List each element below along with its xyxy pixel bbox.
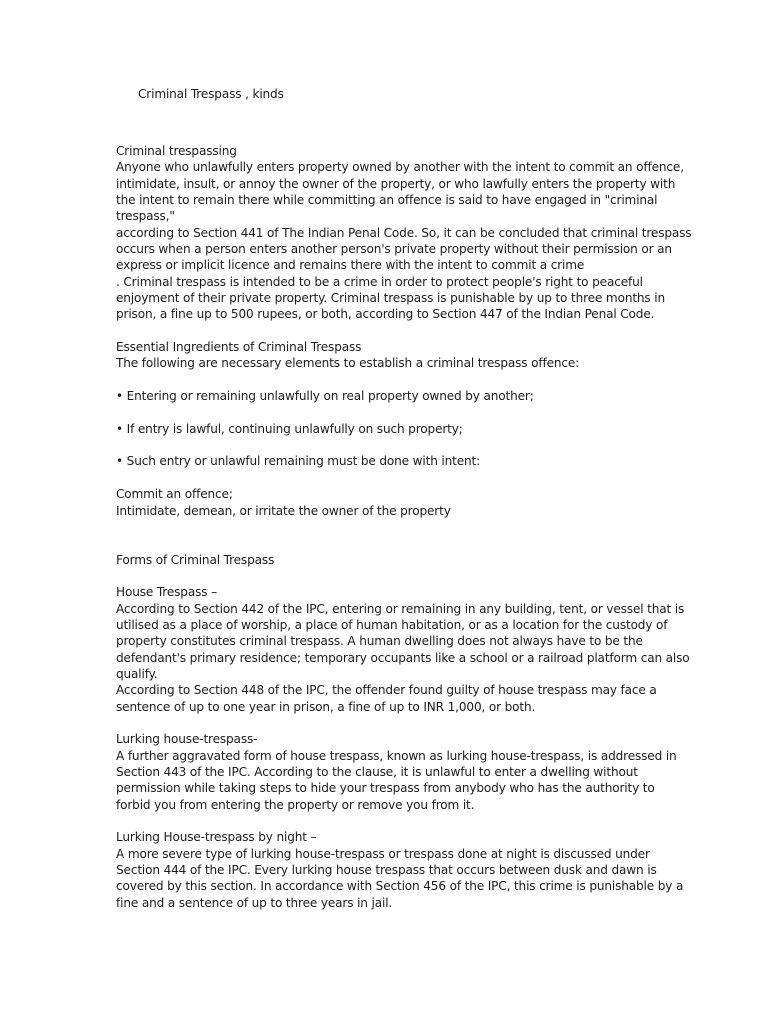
text-line: A further aggravated form of house trespass, known as lurking house-trespass, is addressed in [116,748,677,763]
paragraph-definition [116,159,692,322]
spacer [116,813,676,829]
paragraph-house-trespass [116,601,690,715]
text-line: the intent to remain there while committing an offence is said to have engaged in "criminal [116,192,658,207]
text-line: qualify. [116,666,158,681]
spacer [116,519,676,552]
bullet-entering [116,388,676,404]
document-body [116,86,692,911]
text-line: . Criminal trespass is intended to be a crime in order to protect people's right to peaceful [116,274,643,289]
spacer [116,715,676,731]
text-line: Forms of Criminal Trespass [116,552,275,567]
text-line: forbid you from entering the property or remove you from it. [116,797,475,812]
bullet-intent [116,453,676,469]
text-line: • Such entry or unlawful remaining must be done with intent: [116,454,481,469]
text-line: enjoyment of their private property. Criminal trespass is punishable by up to three months in [116,291,666,306]
text-line: intimidate, insult, or annoy the owner of the property, or who lawfully enters the property with [116,176,676,191]
text-line: express or implicit licence and remains there with the intent to commit a crime [116,258,585,273]
text-line: according to Section 441 of The Indian Penal Code. So, it can be concluded that criminal trespass [116,225,692,240]
bullet-lawful-entry [116,421,676,437]
paragraph-elements-intro [116,355,676,371]
heading-house-trespass [116,584,676,600]
paragraph-lurking-night [116,846,684,911]
text-line: fine and a sentence of up to three years in jail. [116,895,393,910]
text-line: House Trespass – [116,585,217,600]
heading-lurking-night [116,829,676,845]
intent-list [116,486,676,519]
spacer [116,568,676,584]
spacer [116,323,676,339]
spacer [116,102,676,143]
text-line: trespass," [116,209,175,224]
text-line: occurs when a person enters another person's private property without their permission or an [116,242,672,256]
heading-essential-ingredients [116,339,676,355]
text-line: property constitutes criminal trespass. A human dwelling does not always have to be the [116,634,643,649]
text-line: According to Section 442 of the IPC, entering or remaining in any building, tent, or vessel that is [116,601,685,616]
paragraph-lurking [116,748,676,813]
heading-criminal-trespassing [116,143,676,159]
text-line: • Entering or remaining unlawfully on real property owned by another; [116,389,534,404]
text-line: The following are necessary elements to establish a criminal trespass offence: [116,356,580,371]
text-line: Anyone who unlawfully enters property owned by another with the intent to commit an offence, [116,160,684,175]
text-line: Essential Ingredients of Criminal Trespass [116,340,362,355]
text-line: permission while taking steps to hide your trespass from anybody who has the authority to [116,781,655,796]
text-line: covered by this section. In accordance with Section 456 of the IPC, this crime is punishable by a [116,879,684,894]
text-line: Lurking House-trespass by night – [116,830,317,845]
document-title: Criminal Trespass , kinds [138,87,284,101]
text-line: A more severe type of lurking house-trespass or trespass done at night is discussed under [116,846,650,861]
spacer [116,437,676,453]
spacer [116,470,676,486]
text-line: Intimidate, demean, or irritate the owner of the property [116,503,451,518]
text-line: According to Section 448 of the IPC, the offender found guilty of house trespass may face a [116,683,657,698]
spacer [116,372,676,388]
text-line: Section 444 of the IPC. Every lurking house trespass that occurs between dusk and dawn is [116,863,657,878]
text-line: utilised as a place of worship, a place of human habitation, or as a location for the custody of [116,617,668,632]
heading-lurking [116,731,676,747]
text-line: defendant's primary residence; temporary occupants like a school or a railroad platform can also [116,650,690,665]
heading-forms [116,552,676,568]
text-line: Section 443 of the IPC. According to the clause, it is unlawful to enter a dwelling without [116,765,638,779]
text-line: • If entry is lawful, continuing unlawfully on such property; [116,421,463,436]
text-line: Commit an offence; [116,487,233,502]
text-line: Lurking house-trespass- [116,732,258,747]
text-line: Criminal trespassing [116,143,237,158]
text-line: prison, a fine up to 500 rupees, or both, according to Section 447 of the Indian Penal Code. [116,307,655,322]
spacer [116,404,676,420]
text-line: sentence of up to one year in prison, a fine of up to INR 1,000, or both. [116,699,536,714]
